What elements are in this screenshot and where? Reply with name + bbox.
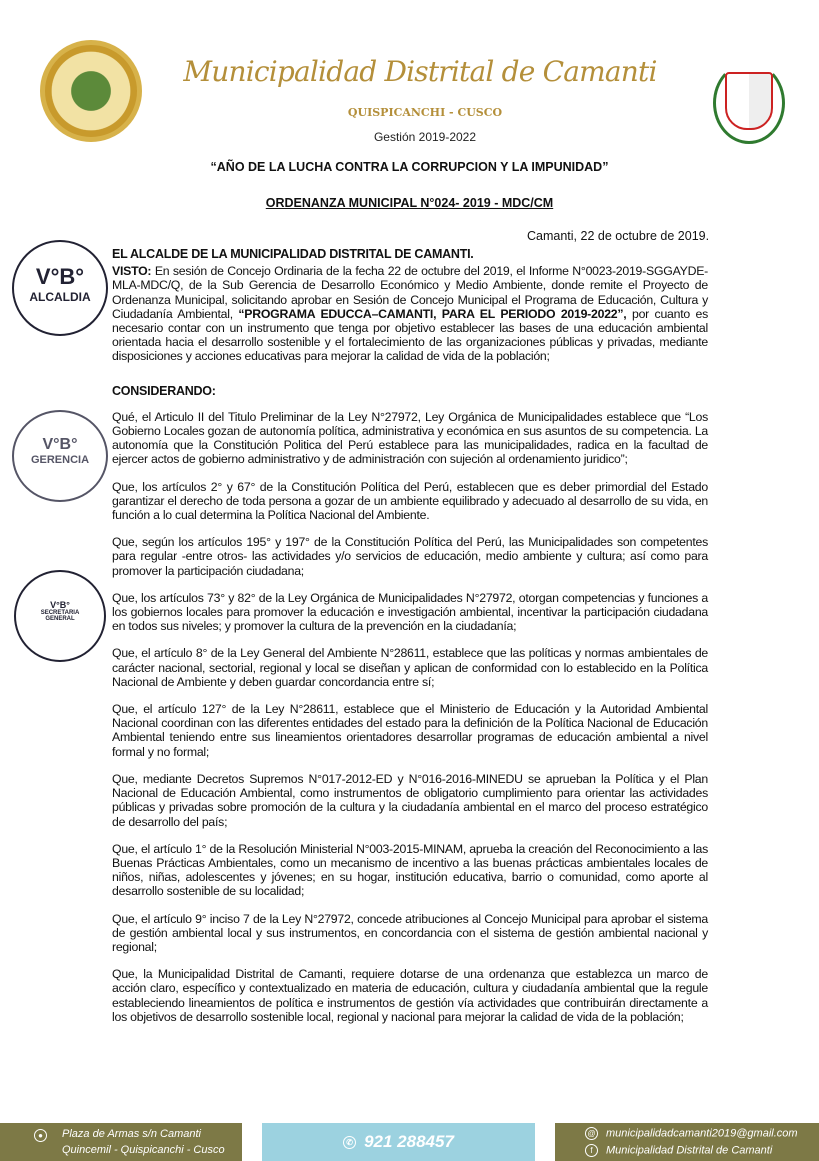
visto-text: En sesión de Concejo Ordinaria de la fecha 22 de octubre del 2019, el Informe N°0023-2019-SGGAYDE-MLA-MDC/Q, de la Sub Gerencia de Desarrollo Económico y Medio Ambiente, donde remite el Proyecto de Ordenanza Municipal, solicitando aprobar en Sesión de Concejo Municipal el Programa de Educación, Cultura y Ciudadanía Ambiental, <box>112 264 708 321</box>
document-date: Camanti, 22 de octubre de 2019. <box>527 229 710 243</box>
considerando-heading: CONSIDERANDO: <box>112 383 216 398</box>
header-title: Municipalidad Distrital de Camanti <box>183 55 657 88</box>
stamp-office: GERENCIA <box>30 454 90 466</box>
footer-address <box>0 1123 242 1161</box>
visto-text-end: por cuanto es necesario contar con un instrumento que tenga por objetivo establecer las bases de una educación ambiental orientada hacia el desarrollo sostenible y el fortalecimiento de las organizaciones públicas y privadas, mediante disposiciones y acciones educativas para mejorar la calidad de vida de la población; <box>112 306 708 364</box>
program-name: “PROGRAMA EDUCCA–CAMANTI, PARA EL PERIODO 2019-2022”, <box>238 306 627 321</box>
stamp-vb: V°B° <box>50 600 70 610</box>
email-address: municipalidadcamanti2019@gmail.com <box>606 1127 798 1140</box>
ordinance-title: ORDENANZA MUNICIPAL N°024- 2019 - MDC/CM <box>265 196 554 210</box>
location-icon: ● <box>34 1129 55 1142</box>
stamp-alcaldia <box>12 240 108 336</box>
address-line-1: Plaza de Armas s/n Camanti <box>62 1128 201 1140</box>
paragraph: Que, la Municipalidad Distrital de Camanti, requiere dotarse de una ordenanza que establezca un marco de acción claro, específico y contextualizado en materia de educación, cultura y ciudadanía ambiental que la regule estableciendo lineamientos de política e instrumentos de gestión vía actividades que contribuirán directamente a los objetivos de desarrollo sostenible local, regional y nacional para mejorar la calidad de vida de la población; <box>112 967 708 1024</box>
stamp-secretaria <box>14 570 106 662</box>
paragraph: Que, el artículo 9° inciso 7 de la Ley N°27972, concede atribuciones al Concejo Municipal para aprobar el sistema de gestión ambiental local y sus instrumentos, en concordancia con el sistema de gestión ambiental nacional y regional; <box>112 911 708 954</box>
stamp-office: SECRETARIA GENERAL <box>40 610 80 622</box>
document-body <box>112 247 708 1037</box>
facebook-page: Municipalidad Distrital de Camanti <box>606 1144 773 1157</box>
paragraph: Qué, el Articulo II del Titulo Preliminar de la Ley N°27972, Ley Orgánica de Municipalidades establece que “Los Gobierno Locales gozan de autonomía política, administrativa y económica en sus asuntos de su competencia. La autonomía que la Constitución Politica del Perú establece para las municipalidades, radica en la facultad de ejercer actos de gobierno administrativo y de administración con sujeción al ordenamiento juridico”; <box>112 409 708 467</box>
header-gestion: Gestión 2019-2022 <box>373 130 477 144</box>
header-subtitle: QUISPICANCHI - CUSCO <box>347 106 503 119</box>
address-line-2: Quincemil - Quispicanchi - Cusco <box>62 1144 225 1156</box>
email-icon: @ <box>585 1127 598 1140</box>
phone-number: 921 288457 <box>364 1132 454 1151</box>
visto-label: VISTO: <box>112 264 152 279</box>
stamp-vb: V°B° <box>35 264 85 289</box>
body-heading: EL ALCALDE DE LA MUNICIPALIDAD DISTRITAL DE CAMANTI. <box>112 247 474 261</box>
peru-coat-of-arms <box>705 50 787 150</box>
paragraph: Que, mediante Decretos Supremos N°017-2012-ED y N°016-2016-MINEDU se aprueban la Política y el Plan Nacional de Educación Ambiental, como instrumentos de obligatorio cumplimiento para orientar las actividades públicas y privadas sobre promoción de la cultura y la ciudadanía ambiental en el marco del proceso estratégico de desarrollo del país; <box>112 771 708 829</box>
facebook-icon: f <box>585 1144 598 1157</box>
paragraph: Que, los artículos 73° y 82° de la Ley Orgánica de Municipalidades N°27972, otorgan competencias y funciones a los gobiernos locales para promover la educación e investigación ambiental, incentivar la participación ciudadana en todos sus niveles; y promover la cultura de la prevención en la ciudadanía; <box>112 590 708 634</box>
visto-paragraph <box>112 264 708 363</box>
paragraph: Que, el artículo 127° de la Ley N°28611, establece que el Ministerio de Educación y la Autoridad Ambiental Nacional coordinan con las diferentes entidades del estado para la definición de la Política Nacional de Educación Ambiental teniendo entre sus lineamientos orientadores desarrollar programas de educación ambiental a nivel formal y no formal; <box>112 702 708 759</box>
stamp-vb: V°B° <box>42 436 78 453</box>
stamp-office: ALCALDIA <box>29 290 91 304</box>
year-motto: “AÑO DE LA LUCHA CONTRA LA CORRUPCION Y LA IMPUNIDAD” <box>210 160 609 174</box>
paragraph: Que, el artículo 1° de la Resolución Ministerial N°003-2015-MINAM, aprueba la creación del Reconocimiento a las Buenas Prácticas Ambientales, como un mecanismo de incentivo a las buenas prácticas ambientales locales de niños, niñas, adolescentes y jóvenes; en su hogar, institución educativa, barrio o comunidad, como aporte al desarrollo sostenible de su localidad; <box>112 841 708 899</box>
paragraph: Que, el artículo 8° de la Ley General del Ambiente N°28611, establece que las políticas y normas ambientales de carácter nacional, sectorial, regional y local se diseñan y aplican de conformidad con lo establecido en la Política Nacional de Ambiente y deben guardar concordancia entre sí; <box>112 646 708 689</box>
paragraph: Que, según los artículos 195° y 197° de la Constitución Política del Perú, las Municipalidades son competentes para regular -entre otros- las actividades y/o servicios de educación, medio ambiente y cultura; así como para promover la participación ciudadana; <box>112 535 708 578</box>
footer-contact <box>555 1123 819 1161</box>
stamp-gerencia <box>12 410 108 502</box>
municipal-logo <box>40 40 142 142</box>
shield-icon <box>725 72 773 130</box>
footer-phone <box>262 1123 535 1161</box>
whatsapp-icon: ✆ <box>343 1136 356 1149</box>
paragraph: Que, los artículos 2° y 67° de la Constitución Política del Perú, establecen que es deber primordial del Estado garantizar el derecho de toda persona a gozar de un ambiente equilibrado y adecuado al desarrollo de su vida, en función a lo cual determina la Política Nacional del Ambiente. <box>112 479 708 523</box>
